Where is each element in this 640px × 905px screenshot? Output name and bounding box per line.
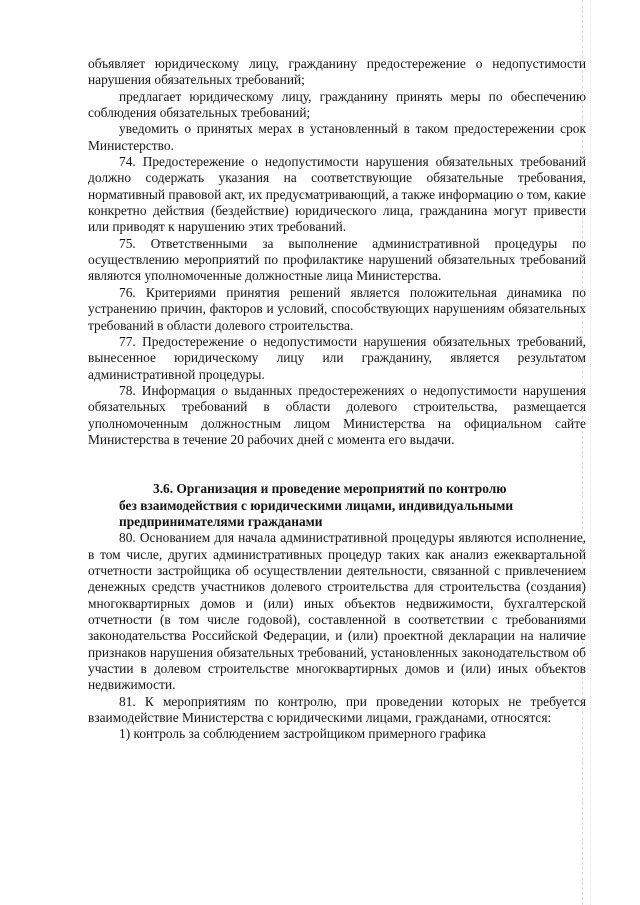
paragraph-warning-declares: объявляет юридическому лицу, гражданину предостережение о недопустимости нарушения обязательных требований; [88,56,586,88]
scan-edge-line-secondary [590,0,591,905]
paragraph-80: 80. Основанием для начала административной процедуры являются исполнение, в том числе, других административных процедур таких как анализ ежеквартальной отчетности застройщика об осуществлении деятельности, связанной с привлечением денежных средств участников долевого строительства для строительства (создания) многоквартирных домов и (или) иных объектов недвижимости, бухгалтерской отчетности (в том числе годовой), составленной в соответствии с требованиями законодательства Российской Федерации, и (или) проектной декларации на наличие признаков нарушения обязательных требований, установленных законодательством об участии в долевом строительстве многоквартирных домов и (или) иных объектов недвижимости. [88,530,586,693]
paragraph-proposes-measures: предлагает юридическому лицу, гражданину принять меры по обеспечению соблюдения обязательных требований; [88,88,586,121]
paragraph-81: 81. К мероприятиям по контролю, при проведении которых не требуется взаимодействие Министерства с юридическими лицами, гражданами, относятся: [88,693,586,726]
section-heading-3-6 [88,481,586,530]
section-heading-line-2: без взаимодействия с юридическими лицами, индивидуальными [119,497,514,513]
document-body [88,56,586,743]
paragraph-81-item-1: 1) контроль за соблюдением застройщиком примерного графика [119,726,486,742]
paragraph-77: 77. Предостережение о недопустимости нарушения обязательных требований, вынесенное юридическому лицу или гражданину, является результатом административной процедуры. [88,333,586,382]
section-heading-line-3: предпринимателями гражданами [119,513,323,529]
paragraph-75: 75. Ответственными за выполнение административной процедуры по осуществлению мероприятий по профилактике нарушений обязательных требований являются уполномоченные должностные лица Министерства. [88,235,586,284]
paragraph-76: 76. Критериями принятия решений является положительная динамика по устранению причин, факторов и условий, способствующих нарушениям обязательных требований в области долевого строительства. [88,284,586,333]
paragraph-78: 78. Информация о выданных предостережениях о недопустимости нарушения обязательных требований в области долевого строительства, размещается уполномоченным должностным лицом Министерства на официальном сайте Министерства в течение 20 рабочих дней с момента его выдачи. [88,382,586,447]
section-heading-line-1: 3.6. Организация и проведение мероприятий по контролю [153,481,507,497]
paragraph-74: 74. Предостережение о недопустимости нарушения обязательных требований должно содержать указания на соответствующие обязательные требования, нормативный правовой акт, их предусматривающий, а также информацию о том, какие конкретно действия (бездействие) юридического лица, гражданина могут привести или приводят к нарушению этих требований. [88,154,586,235]
paragraph-notify-ministry: уведомить о принятых мерах в установленный в таком предостережении срок Министерство. [88,121,586,153]
